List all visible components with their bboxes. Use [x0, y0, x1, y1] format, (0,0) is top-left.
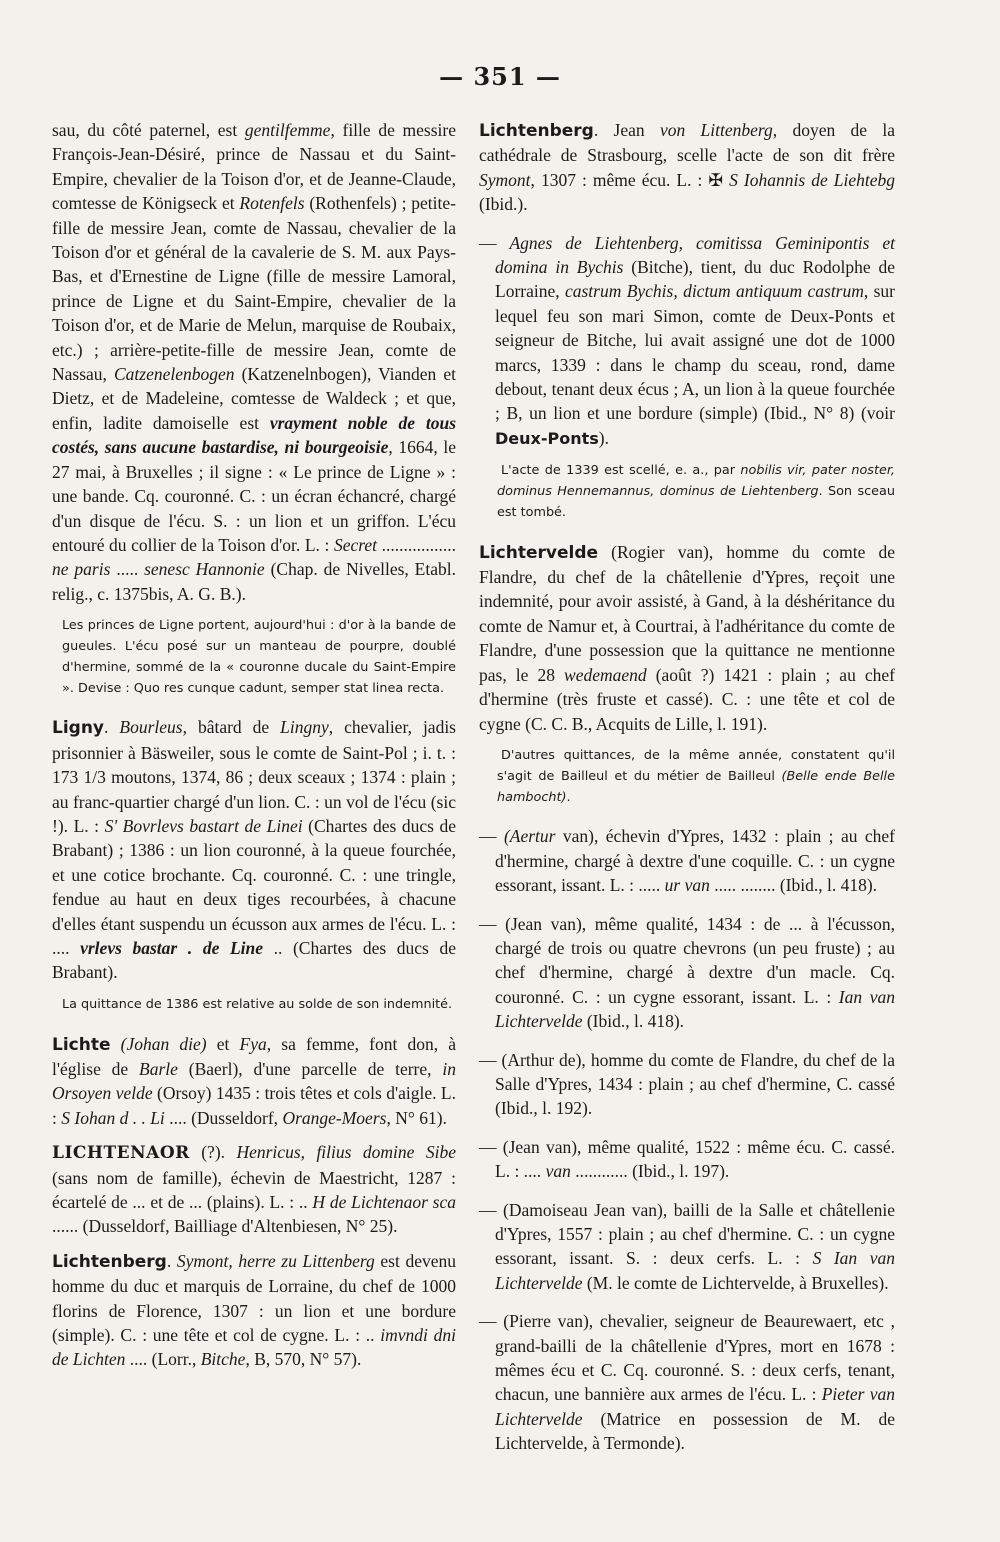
entry-lichtenberg-jean — [479, 118, 895, 217]
text-run: Agnes de Liehtenberg, comitissa Geminipontis et domina in Bychis — [495, 232, 896, 278]
text-run: von Littenberg — [659, 120, 773, 140]
footnote-bailleul — [479, 746, 895, 808]
entry-lichtervelde-jean-1522 — [479, 1135, 895, 1184]
footnote-ligne-arms: Les princes de Ligne portent, aujourd'hui : d'or à la bande de gueules. L'écu posé sur un manteau de pourpre, doublé d'hermine, sommé de la « couronne ducale du Saint-Empire ». Devise : Quo res cunque cadunt, semper stat linea recta. — [62, 618, 456, 696]
text-run: (Matrice en possession de M. de Lichtervelde, à Termonde). — [495, 1408, 895, 1454]
text-run: L'acte de 1339 est scellé, e. a., par — [501, 463, 741, 479]
text-run: (Ibid., l. 418). — [582, 1011, 685, 1032]
entry-lichtervelde-damoiseau-jean — [479, 1198, 895, 1296]
text-run: , 1664, le 27 mai, à Bruxelles ; il signe : « Le prince de Ligne » : une bande. Cq. couronné. C. : un écran échancré, chargé d'un disque de l'écu. S. : un lion et un griffon. L'écu entouré du collier de la Toison d'or. L. : — [52, 437, 456, 555]
text-run: .. (Chartes des ducs de Brabant). — [52, 937, 456, 983]
text-run: vrayment noble de tous costés, sans aucune bastardise, ni bourgeoisie — [52, 412, 457, 458]
text-run: H de Lichtenaor sca — [312, 1192, 456, 1213]
text-run: (Baerl), d'une parcelle de terre, — [177, 1058, 443, 1079]
text-run: . — [104, 717, 120, 738]
text-run: , sur lequel feu son mari Simon, comte de Deux-Ponts et seigneur de Bitche, lui avait assigné une dot de 1000 marcs, 1339 : dans le champ du sceau, rond, dame debout, tenant deux écus ; A, un lion à la queue fourchée ; B, un lion et une bordure (simple) (Ibid., N° 8) (voir — [495, 281, 895, 424]
text-run: — (Pierre van), chevalier, seigneur de Beaurewaert, etc , grand-bailli de la châtellenie d'Ypres, mort en 1678 : mêmes écu et C. Cq. couronné. S. : deux cerfs, tenant, chacun, une bannière aux armes de l'écu. L. : — [479, 1311, 895, 1405]
text-run: est devenu homme du duc et marquis de Lorraine, du chef de 1000 florins de Florence, 1307 : un lion et une bordure (simple). C. : une tête et col de cygne. L. : .. — [52, 1250, 456, 1346]
text-run: (sans nom de famille), échevin de Maestricht, 1287 : écartelé de ... et de ... (plains). L. : .. — [52, 1167, 456, 1213]
text-run: castrum Bychis, dictum antiquum castrum — [564, 281, 864, 302]
text-run: Rotenfels — [239, 193, 305, 214]
text-run: imvndi dni de Lichten — [52, 1325, 456, 1370]
text-run: D'autres quittances, de la même année, constatent qu'il s'agit de Bailleul et du métier de Bailleul — [497, 747, 895, 784]
text-run: ). — [598, 427, 609, 448]
text-run: (M. le comte de Lichtervelde, à Bruxelles). — [582, 1272, 889, 1293]
text-run: (Ibid.). — [479, 194, 528, 215]
text-run: et — [206, 1033, 240, 1054]
text-run — [111, 1034, 121, 1054]
text-run: van — [545, 1161, 571, 1182]
text-run: S' Bovrlevs bastart de Linei — [104, 815, 303, 836]
text-run: (Katzenelnbogen), Vianden et Dietz, et de Madeleine, comtesse de Waldeck ; et que, enfin, ladite damoiselle est — [52, 364, 457, 433]
entry-lichtervelde-jean-1434 — [479, 912, 895, 1034]
text-run: Secret — [333, 534, 378, 555]
paragraph-nassau-continued — [52, 118, 456, 606]
text-run: . Son sceau est tombé. — [497, 484, 895, 520]
text-run: Henricus, filius domine Sibe — [236, 1142, 456, 1163]
text-run: nobilis vir, pater noster, dominus Hennemannus, dominus de Liehtenberg — [497, 463, 895, 500]
text-run: (août ?) 1421 : plain ; au chef d'hermine (très fruste et cassé). C. : une tête et col de cygne (C. C. B., Acquits de Lille, l. 191). — [479, 664, 895, 734]
text-run: (Belle ende Belle hambocht) — [497, 768, 895, 805]
text-run: Barle — [139, 1058, 178, 1079]
text-run: . — [166, 1250, 177, 1271]
text-run: (Bitche), tient, du duc Rodolphe de Lorraine, — [495, 257, 895, 302]
text-run: — — [479, 232, 510, 253]
page-number: — 351 — — [439, 62, 561, 91]
entry-ligny — [52, 715, 456, 984]
entry-lichtervelde-arthur — [479, 1048, 895, 1121]
text-run: Pieter van Lichtervelde — [495, 1384, 895, 1429]
entry-headword: Lichte — [52, 1034, 111, 1055]
text-run: — (Jean van), même qualité, 1434 : de ... à l'écusson, chargé de trois ou quatre chevrons (un peu fruste) ; au chef d'hermine, chargé à dextre d'un macle. Cq. couronné. C. : un cygne essorant, issant. L. : — [479, 913, 895, 1007]
text-run: . — [566, 789, 571, 805]
text-run: ...... (Dusseldorf, Bailliage d'Altenbiesen, N° 25). — [52, 1216, 398, 1237]
text-run: gentilfemme — [244, 120, 331, 140]
text-run: Bourleus, — [119, 717, 187, 738]
entry-lichte — [52, 1032, 456, 1131]
text-run: Catzenelenbogen — [114, 364, 235, 385]
text-run: Bitche — [200, 1349, 246, 1370]
text-run: , sa femme, font don, à l'église de — [52, 1033, 456, 1079]
right-column — [479, 118, 895, 1466]
text-run: Ian van Lichtervelde — [495, 986, 895, 1032]
entry-lichtervelde-aertur — [479, 824, 895, 897]
text-run: — (Arthur de), homme du comte de Flandre, du chef de la Salle d'Ypres, 1434 : plain ; au chef d'hermine, C. cassé (Ibid., l. 192). — [479, 1049, 895, 1119]
entry-headword: Lichtervelde — [479, 542, 599, 563]
text-run: Orange-Moers — [282, 1107, 387, 1128]
text-run: (Chartes des ducs de Brabant) ; 1386 : un lion couronné, à la queue fourchée, et une cotice brochante. Cq. couronné. C. : une tringle, fendue au haut en deux tiges recourbées, à chacune d'elles étant suspendu un écusson aux armes de l'écu. L. : .... — [52, 815, 456, 958]
text-run: ................. — [377, 534, 457, 555]
text-run: .... (Dusseldorf, — [164, 1107, 283, 1128]
text-run: Fya — [239, 1033, 267, 1054]
text-run: Lingny — [280, 717, 329, 738]
text-run: , fille de messire François-Jean-Désiré, prince de Nassau et du Saint-Empire, chevalier de la Toison d'or, et de Jeanne-Claude, comtesse de Königseck et — [52, 120, 456, 214]
text-run: Symont — [479, 169, 531, 190]
text-run: — (Jean van), même qualité, 1522 : même écu. C. cassé. L. : .... — [479, 1136, 895, 1182]
text-run: wedemaend — [564, 664, 647, 685]
text-run: , chevalier, jadis prisonnier à Bäsweiler, sous le comte de Saint-Pol ; i. t. : 173 1/3 moutons, 1374, 86 ; deux sceaux ; 1374 : plain ; au franc-quartier chargé d'un lion. C. : un vol de l'écu (sic !). L. : — [52, 717, 456, 836]
text-run: S Iohannis de Liehtebg — [729, 169, 895, 190]
text-run: , N° 61). — [386, 1107, 447, 1128]
text-run: Symont, herre zu Littenberg — [176, 1250, 375, 1271]
text-run: . Jean — [593, 120, 660, 140]
text-run: .... (Lorr., — [125, 1349, 201, 1370]
entry-headword: LICHTENAOR — [52, 1143, 190, 1164]
text-run: ............ (Ibid., l. 197). — [570, 1161, 730, 1182]
text-run: senesc Hannonie — [144, 559, 265, 580]
text-run: — — [479, 826, 504, 847]
entry-lichtenberg-agnes — [479, 231, 895, 452]
text-run: (Chap. de Nivelles, Etabl. relig., c. 1375bis, A. G. B.). — [52, 559, 456, 604]
left-column — [52, 118, 456, 1382]
text-run: (Orsoy) 1435 : trois têtes et cols d'aigle. L. : — [52, 1083, 456, 1128]
entry-headword: Ligny — [52, 718, 105, 739]
text-run: van), échevin d'Ypres, 1432 : plain ; au chef d'hermine, chargé à dextre d'une coquille. C. : un cygne essorant, issant. L. : ..... — [495, 826, 896, 896]
text-run: ..... — [110, 559, 145, 580]
entry-lichtervelde-pierre — [479, 1309, 895, 1455]
text-run: sau, du côté paternel, est — [52, 120, 245, 140]
text-run: , 1307 : même écu. L. : ✠ — [530, 169, 730, 190]
text-run: , B, 570, N° 57). — [245, 1349, 362, 1370]
text-run: ..... ........ (Ibid., l. 418). — [709, 875, 878, 896]
text-run: S Iohan d . . Li — [61, 1107, 165, 1128]
text-run: vrlevs bastar . de Line — [80, 937, 263, 958]
footnote-ligny-quittance: La quittance de 1386 est relative au solde de son indemnité. — [62, 996, 453, 1012]
text-run: S Ian van Lichtervelde — [495, 1248, 895, 1293]
text-run: , doyen de la cathédrale de Strasbourg, scelle l'acte de son dit frère — [479, 120, 895, 166]
entry-headword: Lichtenberg — [479, 121, 594, 141]
text-run: ne paris — [52, 559, 111, 580]
entry-headword: Lichtenberg — [52, 1251, 167, 1272]
entry-lichtenaor — [52, 1140, 456, 1239]
text-run: in Orsoyen velde — [52, 1058, 456, 1104]
text-run: ur van — [664, 875, 710, 896]
text-run: (Rogier van), homme du comte de Flandre, du chef de la châtellenie d'Ypres, reçoit une indemnité, pour avoir assisté, à Gand, à la déshéritance du comte de Namur et, à Courtrai, à l'adhéritance du comte de Flandre, d'une possession que la quittance ne mentionne pas, le 28 — [479, 541, 895, 685]
entry-lichtervelde-rogier — [479, 540, 895, 736]
entry-lichtenberg-symont — [52, 1249, 456, 1372]
text-run: (Rothenfels) ; petite-fille de messire Jean, comte de Nassau, chevalier de la Toison d'or et général de la cavalerie de S. M. aux Pays-Bas, et d'Ernestine de Ligne (fille de messire Lamoral, prince de Ligne et du Saint-Empire, chevalier de la Toison d'or, et de Marie de Melun, marquise de Roubaix, etc.) ; arrière-petite-fille de messire Jean, comte de Nassau, — [52, 193, 456, 385]
footnote-acte-1339 — [479, 461, 895, 523]
text-run: — (Damoiseau Jean van), bailli de la Salle et châtellenie d'Ypres, 1557 : plain ; au chef d'hermine. C. : un cygne essorant, issant. S. : deux cerfs. L. : — [479, 1199, 895, 1269]
text-run: (Aertur — [503, 826, 556, 847]
text-run: bâtard de — [186, 717, 281, 738]
text-run: (Johan die) — [120, 1033, 207, 1054]
text-run: Deux-Ponts — [495, 428, 599, 448]
text-run: (?). — [189, 1142, 237, 1163]
